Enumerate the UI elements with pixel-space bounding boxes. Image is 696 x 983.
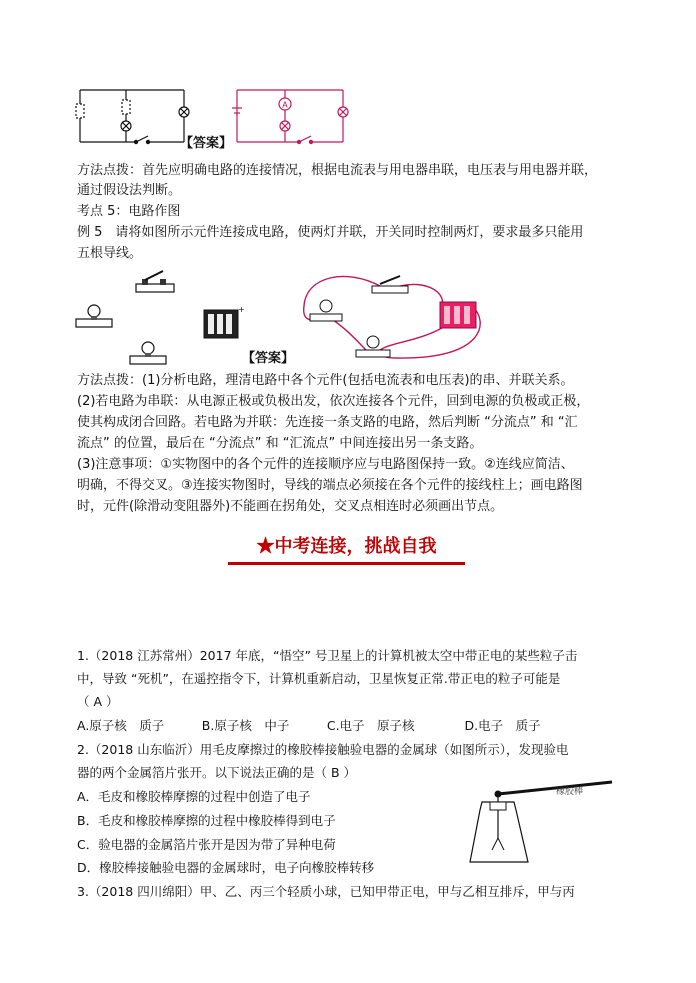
- method-tip-1-line2: 通过假设法判断。: [77, 183, 182, 198]
- q1-line1: 1.（2018 江苏常州）2017 年底，“悟空” 号卫星上的计算机被太空中带正电的某些粒子击: [77, 648, 578, 663]
- bulb-component-icon-2: [128, 340, 168, 366]
- q1-answer: （ A ）: [77, 694, 119, 709]
- method-tip-2-line6: 明确，不得交叉。③连接实物图时，导线的端点必须接在各个元件的接线柱上；画电路图: [77, 478, 583, 493]
- example-5-line2: 五根导线。: [77, 246, 143, 261]
- circuit-diagram-question: [76, 84, 188, 148]
- q2-option-a: A．毛皮和橡胶棒摩擦的过程中创造了电子: [77, 789, 311, 804]
- q2-line1: 2.（2018 山东临沂）用毛皮摩擦过的橡胶棒接触验电器的金属球（如图所示），发现验电: [77, 742, 569, 757]
- kaodian-5-heading: 考点 5：电路作图: [77, 204, 181, 219]
- q2-option-d: D．橡胶棒接触验电器的金属球时，电子向橡胶棒转移: [77, 860, 375, 875]
- bulb-component-icon-1: [74, 303, 114, 329]
- method-tip-2-line3: 使其构成闭合回路。若电路为并联：先连接一条支路的电路，然后判断 “分流点” 和 “汇: [77, 415, 578, 430]
- section-banner: [228, 528, 465, 565]
- answer-label-2: 【答案】: [242, 351, 295, 366]
- ammeter-icon: A: [282, 100, 288, 110]
- q1-options: A.原子核 质子 B.原子核 中子 C.电子 原子核 D.电子 质子: [77, 718, 541, 733]
- method-tip-2-line7: 时，元件(除滑动变阻器外)不能画在拐角处，交叉点相连时必须画出节点。: [77, 499, 504, 514]
- wiring-answer-diagram: [296, 262, 496, 368]
- battery-component-icon: [200, 304, 244, 340]
- rubber-rod-label: 橡胶棒: [556, 787, 584, 797]
- q2-line2: 器的两个金属箔片张开。以下说法正确的是（ B ）: [77, 765, 357, 780]
- method-tip-2-line1: 方法点拨：(1)分析电路，理清电路中各个元件(包括电流表和电压表)的串、并联关系。: [77, 373, 574, 388]
- method-tip-2-line5: (3)注意事项：①实物图中的各个元件的连接顺序应与电路图保持一致。②连线应简洁、: [77, 457, 574, 472]
- switch-component-icon: [134, 268, 176, 294]
- method-tip-2-line4: 流点” 的位置，最后在 “分流点” 和 “汇流点” 中间连接出另一条支路。: [77, 436, 483, 451]
- q1-line2: 中，导致 “死机”，在遥控指令下，计算机重新启动，卫星恢复正常.带正电的粒子可能是: [77, 671, 561, 686]
- q2-option-b: B．毛皮和橡胶棒摩擦的过程中橡胶棒得到电子: [77, 813, 336, 828]
- electroscope-figure: [468, 780, 618, 868]
- section-banner-title: ★中考连接，挑战自我: [256, 536, 437, 557]
- method-tip-1-line1: 方法点拨：首先应明确电路的连接情况，根据电流表与用电器串联，电压表与用电器并联，: [77, 163, 598, 178]
- electroscope-icon: [468, 780, 618, 868]
- svg-text:+: +: [238, 305, 245, 314]
- example-5-line1: 例 5 请将如图所示元件连接成电路，使两灯并联，开关同时控制两灯，要求最多只能用: [77, 225, 584, 240]
- circuit-diagram-answer: [231, 84, 351, 148]
- q2-option-c: C．验电器的金属箔片张开是因为带了异种电荷: [77, 837, 336, 852]
- method-tip-2-line2: (2)若电路为串联：从电源正极或负极出发，依次连接各个元件，回到电源的负极或正极，: [77, 394, 590, 409]
- q3-line1: 3.（2018 四川绵阳）甲、乙、丙三个轻质小球，已知甲带正电，甲与乙相互排斥，甲与丙: [77, 884, 575, 899]
- answer-label-1: 【答案】: [180, 136, 233, 151]
